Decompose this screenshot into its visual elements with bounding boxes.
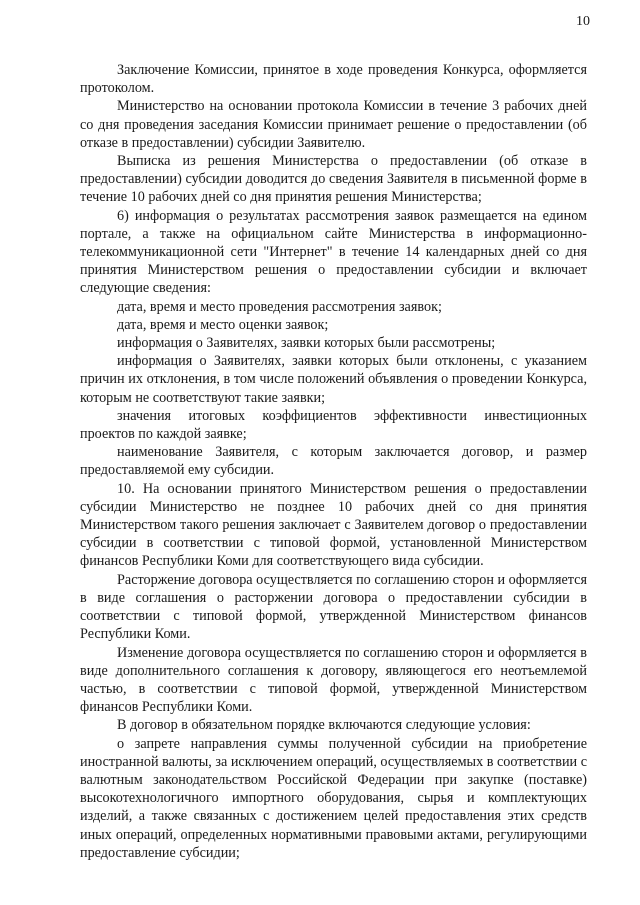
paragraph-decision-extract: Выписка из решения Министерства о предоставлении (об отказе в предоставлении) субсидии доводится до сведения Заявителя в письменной форме в течение 10 рабочих дней со дня принятия решения Министерства; <box>80 153 587 206</box>
list-item-rejected-applicants: информация о Заявителях, заявки которых были отклонены, с указанием причин их отклонения, в том числе положений объявления о проведении Конкурса, которым не соответствуют такие заявки; <box>80 353 587 406</box>
paragraph-currency-prohibition: о запрете направления суммы полученной субсидии на приобретение иностранной валюты, за исключением операций, осуществляемых в соответствии с валютным законодательством Российской Федерации при закупке (поставке) высокотехнологичного импортного оборудования, сырья и комплектующих изделий, а также связанных с достижением целей предоставления этих средств иных операций, определенных нормативными правовыми актами, регулирующими предоставление субсидии; <box>80 735 587 861</box>
paragraph-contract-amendment: Изменение договора осуществляется по соглашению сторон и оформляется в виде дополнительного соглашения к договору, являющегося его неотъемлемой частью, в соответствии с типовой формой, утвержденной Министерством финансов Республики Коми. <box>80 644 587 716</box>
paragraph-section-10: 10. На основании принятого Министерством решения о предоставлении субсидии Министерство не позднее 10 рабочих дней со дня принятия Министерством такого решения заключает с Заявителем договор о предоставлении субсидии в соответствии с типовой формой, установленной Министерством финансов Республики Коми для соответствующего вида субсидии. <box>80 480 587 570</box>
paragraph-ministry-decision: Министерство на основании протокола Комиссии в течение 3 рабочих дней со дня проведения заседания Комиссии принимает решение о предоставлении (об отказе в предоставлении) субсидии Заявителю. <box>80 98 587 151</box>
list-item-reviewed-applicants: информация о Заявителях, заявки которых были рассмотрены; <box>117 335 496 352</box>
page-number: 10 <box>576 14 590 29</box>
paragraph-commission-conclusion: Заключение Комиссии, принятое в ходе проведения Конкурса, оформляется протоколом. <box>80 62 587 97</box>
document-body <box>80 61 587 862</box>
list-item-efficiency-coefficients: значения итоговых коэффициентов эффективности инвестиционных проектов по каждой заявке; <box>80 407 587 443</box>
list-item-review-date: дата, время и место проведения рассмотрения заявок; <box>117 298 442 315</box>
paragraph-contract-termination: Расторжение договора осуществляется по соглашению сторон и оформляется в виде соглашения о расторжении договора о предоставлении субсидии в соответствии с типовой формой, утвержденной Министерством финансов Республики Коми. <box>80 571 587 643</box>
paragraph-mandatory-conditions: В договор в обязательном порядке включаются следующие условия: <box>117 717 531 734</box>
list-item-contract-applicant: наименование Заявителя, с которым заключается договор, и размер предоставляемой ему субсидии. <box>80 444 587 479</box>
paragraph-results-publication: 6) информация о результатах рассмотрения заявок размещается на едином портале, а также на официальном сайте Министерства в информационно-телекоммуникационной сети "Интернет" в течение 14 календарных дней со дня принятия Министерством решения о предоставлении субсидии и включает следующие сведения: <box>80 207 587 297</box>
list-item-evaluation-date: дата, время и место оценки заявок; <box>117 316 329 333</box>
